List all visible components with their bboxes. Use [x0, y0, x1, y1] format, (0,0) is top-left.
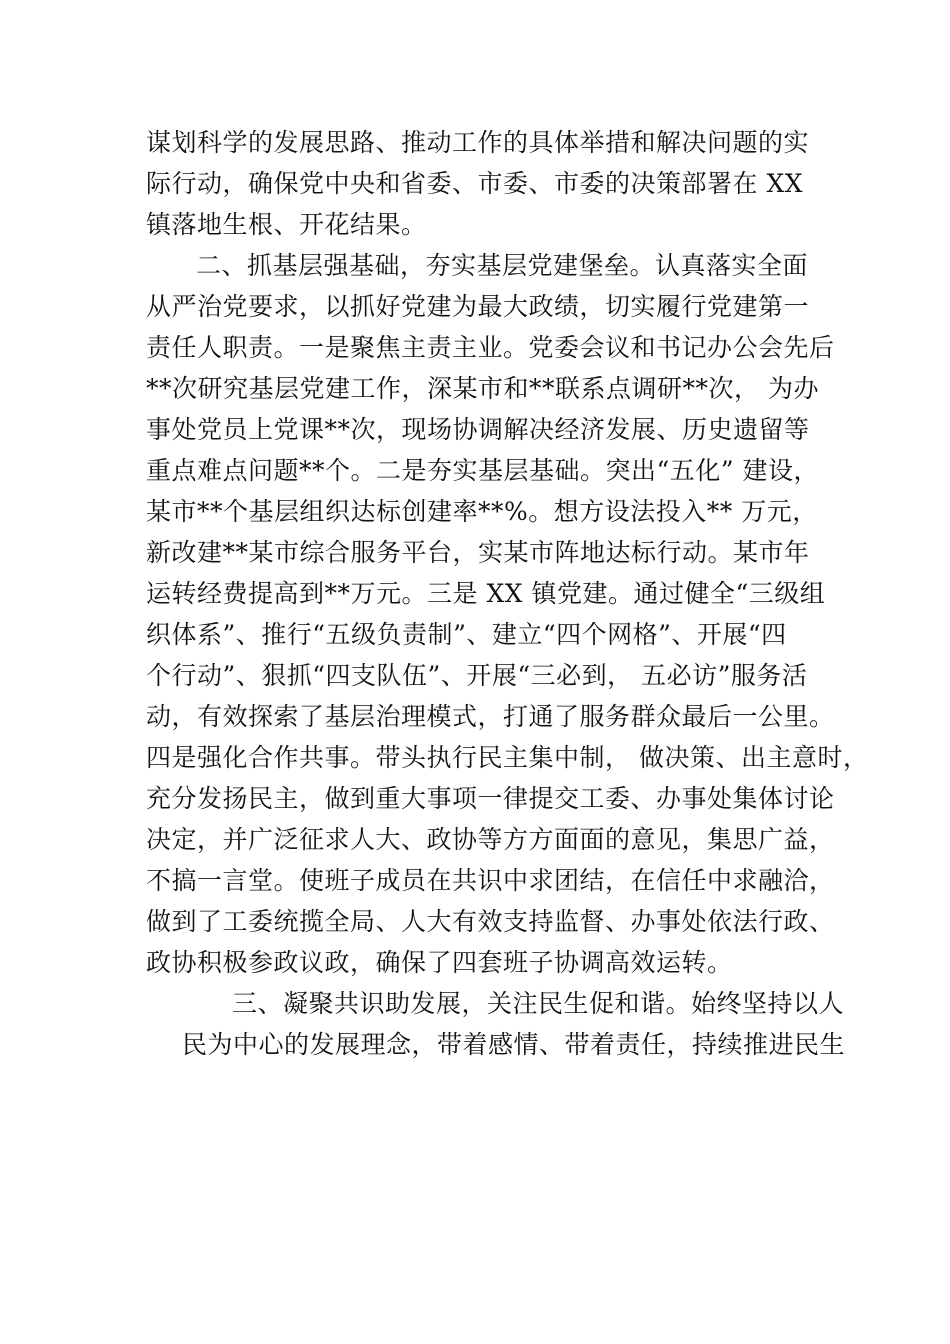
text-line-20: 做到了工委统揽全局、人大有效支持监督、办事处依法行政、	[146, 907, 835, 936]
text-line-14: 个行动”、狠抓“四支队伍”、开展“三必到， 五必访”服务活	[146, 661, 808, 690]
section-2-heading-line: 二、抓基层强基础，夯实基层党建堡垒。认真落实全面	[196, 251, 809, 280]
text-line-12: 运转经费提高到**万元。三是 XX 镇党建。通过健全“三级组	[146, 579, 826, 608]
text-line-2: 际行动，确保党中央和省委、市委、市委的决策部署在 XX	[146, 169, 804, 198]
text-line-1: 谋划科学的发展思路、推动工作的具体举措和解决问题的实	[146, 128, 810, 157]
text-line-21: 政协积极参政议政，确保了四套班子协调高效运转。	[146, 948, 733, 977]
text-line-11: 新改建**某市综合服务平台，实某市阵地达标行动。某市年	[146, 538, 810, 567]
text-line-5: 从严治党要求，以抓好党建为最大政绩，切实履行党建第一	[146, 292, 810, 321]
section-3-heading-line: 三、凝聚共识助发展，关注民生促和谐。始终坚持以人	[232, 989, 845, 1018]
text-line-7: **次研究基层党建工作，深某市和**联系点调研**次， 为办	[146, 374, 819, 403]
text-line-23: 民为中心的发展理念，带着感情、带着责任，持续推进民生	[182, 1030, 846, 1059]
text-line-13: 织体系”、推行“五级负责制”、建立“四个网格”、开展“四	[146, 620, 787, 649]
text-line-6: 责任人职责。一是聚焦主责主业。党委会议和书记办公会先后	[146, 333, 835, 362]
text-line-19: 不搞一言堂。使班子成员在共识中求团结，在信任中求融洽，	[146, 866, 835, 895]
text-line-18: 决定，并广泛征求人大、政协等方方面面的意见，集思广益，	[146, 825, 835, 854]
text-line-9: 重点难点问题**个。二是夯实基层基础。突出“五化” 建设，	[146, 456, 820, 485]
text-line-10: 某市**个基层组织达标创建率**%。想方设法投入** 万元，	[146, 497, 818, 526]
text-line-15: 动，有效探索了基层治理模式，打通了服务群众最后一公里。	[146, 702, 835, 731]
text-line-17: 充分发扬民主，做到重大事项一律提交工委、办事处集体讨论	[146, 784, 835, 813]
text-line-16: 四是强化合作共事。带头执行民主集中制， 做决策、出主意时，	[146, 743, 869, 772]
text-line-8: 事处党员上党课**次，现场协调解决经济发展、历史遗留等	[146, 415, 810, 444]
text-line-3: 镇落地生根、开花结果。	[146, 210, 427, 239]
